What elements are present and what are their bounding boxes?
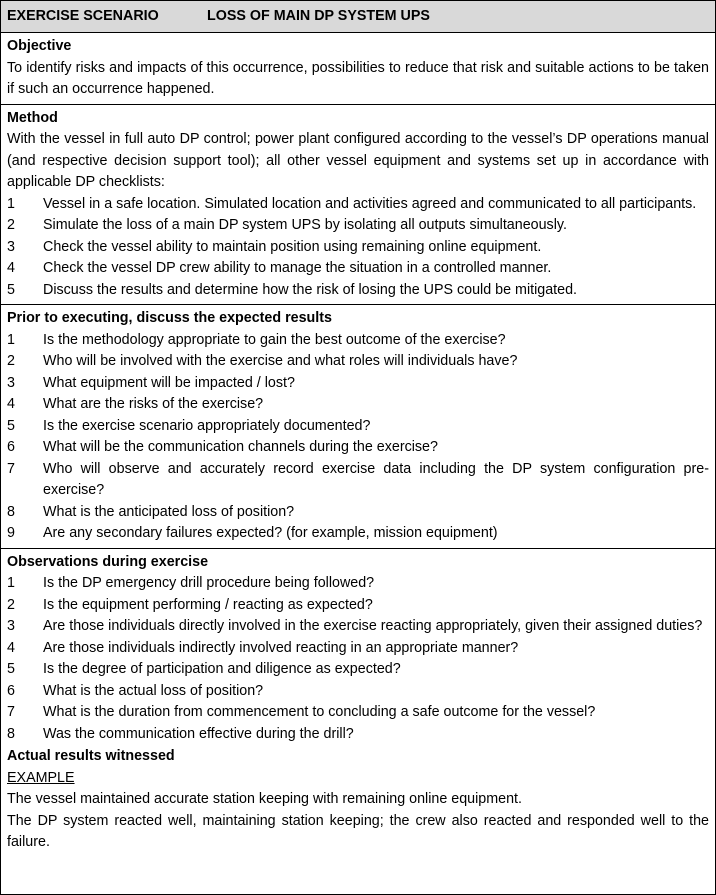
list-item — [7, 194, 709, 216]
item-number: 1 — [7, 575, 15, 591]
item-text: Who will be involved with the exercise and what roles will individuals have? — [43, 353, 518, 369]
method-intro: With the vessel in full auto DP control; power plant configured according to the vessel’s DP operations manual (and respective decision support tool); all other vessel equipment and systems set up in accordance with applicable DP checklists: — [7, 131, 709, 190]
item-number: 6 — [7, 439, 15, 455]
item-text: Is the methodology appropriate to gain the best outcome of the exercise? — [43, 331, 506, 348]
list-item — [7, 215, 709, 237]
item-number: 7 — [7, 460, 15, 477]
item-number: 4 — [7, 260, 15, 276]
item-text: Are those individuals indirectly involved reacting in an appropriate manner? — [43, 639, 519, 656]
list-item — [7, 681, 709, 703]
item-text: What will be the communication channels during the exercise? — [43, 439, 438, 455]
objective-text: To identify risks and impacts of this occurrence, possibilities to reduce that risk and suitable actions to be taken if such an occurrence happened. — [7, 59, 709, 97]
item-number: 7 — [7, 704, 15, 720]
item-number: 6 — [7, 682, 15, 699]
list-item — [7, 573, 709, 595]
item-number: 2 — [7, 596, 15, 613]
item-text: What are the risks of the exercise? — [43, 396, 264, 412]
list-item — [7, 616, 709, 638]
list-item — [7, 659, 709, 681]
list-item — [7, 638, 709, 660]
header-title: LOSS OF MAIN DP SYSTEM UPS — [207, 7, 430, 24]
header-row — [1, 1, 715, 33]
item-text: Is the equipment performing / reacting as expected? — [43, 596, 373, 613]
item-text: What is the duration from commencement to concluding a safe outcome for the vessel? — [43, 704, 596, 720]
item-text: Vessel in a safe location. Simulated location and activities agreed and communicated to all participants. — [43, 195, 697, 212]
item-number: 5 — [7, 281, 15, 298]
observations-section — [1, 549, 715, 857]
item-number: 5 — [7, 417, 15, 434]
item-number: 3 — [7, 618, 15, 634]
item-text: Check the vessel ability to maintain position using remaining online equipment. — [43, 238, 542, 255]
list-item — [7, 394, 709, 416]
list-item — [7, 373, 709, 395]
item-number: 4 — [7, 396, 15, 412]
list-item — [7, 502, 709, 524]
item-number: 3 — [7, 238, 15, 255]
item-text: Was the communication effective during the drill? — [43, 725, 354, 742]
item-number: 5 — [7, 661, 15, 677]
item-text: What equipment will be impacted / lost? — [43, 374, 295, 391]
item-text: What is the actual loss of position? — [43, 682, 264, 699]
observations-title: Observations during exercise — [7, 553, 209, 570]
item-text: Are any secondary failures expected? (for example, mission equipment) — [43, 525, 498, 541]
item-text: Is the degree of participation and diligence as expected? — [43, 661, 401, 677]
list-item — [7, 724, 709, 746]
list-item — [7, 351, 709, 373]
item-text: Is the DP emergency drill procedure being followed? — [43, 575, 375, 591]
item-text: Simulate the loss of a main DP system UPS by isolating all outputs simultaneously. — [43, 217, 567, 233]
item-number: 8 — [7, 503, 15, 520]
item-number: 1 — [7, 195, 15, 212]
list-item — [7, 437, 709, 459]
item-text: Discuss the results and determine how the risk of losing the UPS could be mitigated. — [43, 281, 578, 298]
item-number: 4 — [7, 639, 15, 656]
list-item — [7, 280, 709, 302]
list-item — [7, 595, 709, 617]
objective-title: Objective — [7, 38, 72, 54]
list-item — [7, 702, 709, 724]
item-text: Is the exercise scenario appropriately documented? — [43, 417, 371, 434]
prior-section — [1, 305, 715, 549]
result-line: The vessel maintained accurate station keeping with remaining online equipment. — [7, 791, 522, 807]
list-item — [7, 459, 709, 502]
results-title: Actual results witnessed — [7, 748, 175, 764]
list-item — [7, 330, 709, 352]
header-label: EXERCISE SCENARIO — [7, 7, 159, 24]
method-section — [1, 105, 715, 306]
item-number: 2 — [7, 353, 15, 369]
item-text: What is the anticipated loss of position? — [43, 503, 295, 520]
item-number: 3 — [7, 374, 15, 391]
item-text: Are those individuals directly involved in the exercise reacting appropriately, given their assigned duties? — [43, 618, 703, 634]
prior-title: Prior to executing, discuss the expected results — [7, 310, 332, 326]
item-number: 8 — [7, 725, 15, 742]
example-label: EXAMPLE — [7, 769, 75, 786]
item-text: Check the vessel DP crew ability to manage the situation in a controlled manner. — [43, 260, 552, 276]
item-number: 1 — [7, 331, 15, 348]
method-title: Method — [7, 109, 58, 126]
objective-section — [1, 33, 715, 105]
result-line: The DP system reacted well, maintaining station keeping; the crew also reacted and responded well to the failure. — [7, 812, 709, 850]
list-item — [7, 258, 709, 280]
list-item — [7, 416, 709, 438]
item-number: 9 — [7, 525, 15, 541]
list-item — [7, 523, 709, 545]
item-number: 2 — [7, 217, 15, 233]
item-text: Who will observe and accurately record exercise data including the DP system configuration pre-exercise? — [43, 460, 709, 498]
list-item — [7, 237, 709, 259]
